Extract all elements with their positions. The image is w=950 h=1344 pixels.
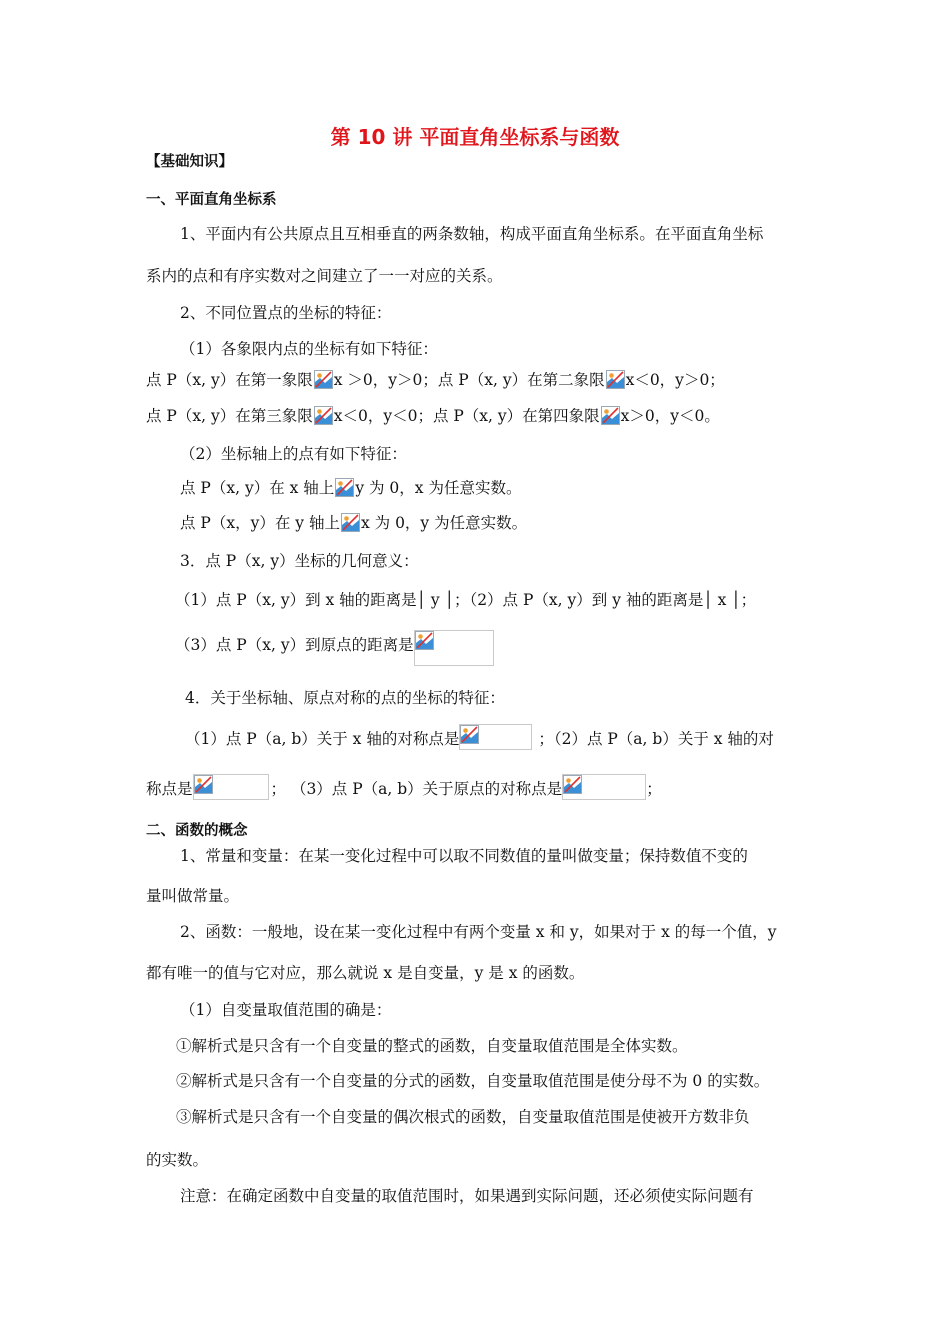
- paragraph: ③解析式是只含有一个自变量的偶次根式的函数，自变量取值范围是使被开方数非负: [176, 1108, 750, 1126]
- quadrant-line-2: [146, 406, 720, 426]
- section-label: 【基础知识】: [146, 154, 233, 170]
- paragraph: 系内的点和有序实数对之间建立了一一对应的关系。: [146, 267, 503, 285]
- paragraph: ②解析式是只含有一个自变量的分式的函数，自变量取值范围是使分母不为 0 的实数。: [176, 1072, 770, 1090]
- text-segment: x ＞0，y＞0；点 P（x, y）在第二象限: [333, 371, 605, 389]
- distance-line: （1）点 P（x, y）到 x 轴的距离是│ y │；（2）点 P（x, y）到 y 袖的距离是│ x │；: [175, 591, 757, 609]
- text-segment: 点 P（x，y）在 y 轴上: [180, 514, 340, 532]
- quadrant-line-1: [146, 370, 725, 390]
- paragraph: 注意：在确定函数中自变量的取值范围时，如果遇到实际问题，还必须使实际问题有: [180, 1187, 754, 1205]
- image-placeholder-icon: [460, 725, 479, 744]
- image-placeholder-icon: [194, 775, 213, 794]
- axis-line-1: [180, 478, 521, 498]
- image-placeholder-icon: [314, 370, 333, 389]
- text-segment: ； （3）点 P（a, b）关于原点的对称点是: [270, 780, 563, 798]
- image-placeholder-icon: [606, 370, 625, 389]
- formula-image-frame: [414, 630, 494, 666]
- image-placeholder-icon: [341, 513, 360, 532]
- image-placeholder-icon: [314, 406, 333, 425]
- formula-image-frame: [193, 774, 269, 800]
- paragraph: 2、不同位置点的坐标的特征：: [180, 304, 392, 322]
- text-segment: 点 P（x, y）在 x 轴上: [180, 479, 335, 497]
- paragraph: 的实数。: [146, 1151, 209, 1169]
- formula-image-frame: [459, 724, 532, 750]
- paragraph: 1、平面内有公共原点且互相垂直的两条数轴，构成平面直角坐标系。在平面直角坐标: [180, 225, 764, 243]
- symmetry-line-1: [185, 724, 774, 750]
- paragraph: 都有唯一的值与它对应，那么就说 x 是自变量，y 是 x 的函数。: [146, 964, 585, 982]
- text-segment: 称点是: [146, 780, 193, 798]
- paragraph: 量叫做常量。: [146, 887, 240, 905]
- axis-line-2: [180, 513, 527, 533]
- text-segment: ；（2）点 P（a, b）关于 x 轴的对: [538, 730, 774, 748]
- image-placeholder-icon: [601, 406, 620, 425]
- formula-image-frame: [562, 774, 646, 800]
- text-segment: ；: [646, 780, 662, 798]
- text-segment: 点 P（x, y）在第一象限: [146, 371, 313, 389]
- text-segment: 点 P（x, y）在第三象限: [146, 407, 313, 425]
- symmetry-line-2: [146, 774, 662, 800]
- section1-heading: 一、平面直角坐标系: [146, 192, 277, 208]
- image-placeholder-icon: [335, 478, 354, 497]
- text-segment: （1）点 P（a, b）关于 x 轴的对称点是: [185, 730, 460, 748]
- paragraph: （1）自变量取值范围的确是：: [180, 1001, 392, 1019]
- paragraph: 1、常量和变量：在某一变化过程中可以取不同数值的量叫做变量；保持数值不变的: [180, 847, 748, 865]
- image-placeholder-icon: [563, 775, 582, 794]
- section2-heading: 二、函数的概念: [146, 823, 248, 839]
- text-segment: x＜0，y＜0；点 P（x, y）在第四象限: [333, 407, 600, 425]
- page-title: 第 10 讲 平面直角坐标系与函数: [330, 125, 620, 149]
- text-segment: （3）点 P（x, y）到原点的距离是: [175, 636, 414, 654]
- paragraph: ①解析式是只含有一个自变量的整式的函数，自变量取值范围是全体实数。: [176, 1037, 688, 1055]
- text-segment: x 为 0，y 为任意实数。: [360, 514, 528, 532]
- text-segment: x＞0，y＜0。: [620, 407, 720, 425]
- paragraph: 4．关于坐标轴、原点对称的点的坐标的特征：: [185, 689, 505, 707]
- text-segment: y 为 0，x 为任意实数。: [355, 479, 522, 497]
- paragraph: （1）各象限内点的坐标有如下特征：: [180, 340, 438, 358]
- paragraph: 3．点 P（x, y）坐标的几何意义：: [180, 552, 419, 570]
- paragraph: （2）坐标轴上的点有如下特征：: [180, 445, 407, 463]
- paragraph: 2、函数：一般地，设在某一变化过程中有两个变量 x 和 y，如果对于 x 的每一个值，y: [180, 923, 777, 941]
- image-placeholder-icon: [415, 631, 434, 650]
- text-segment: x＜0，y＞0；: [625, 371, 725, 389]
- distance-origin-line: [175, 630, 494, 666]
